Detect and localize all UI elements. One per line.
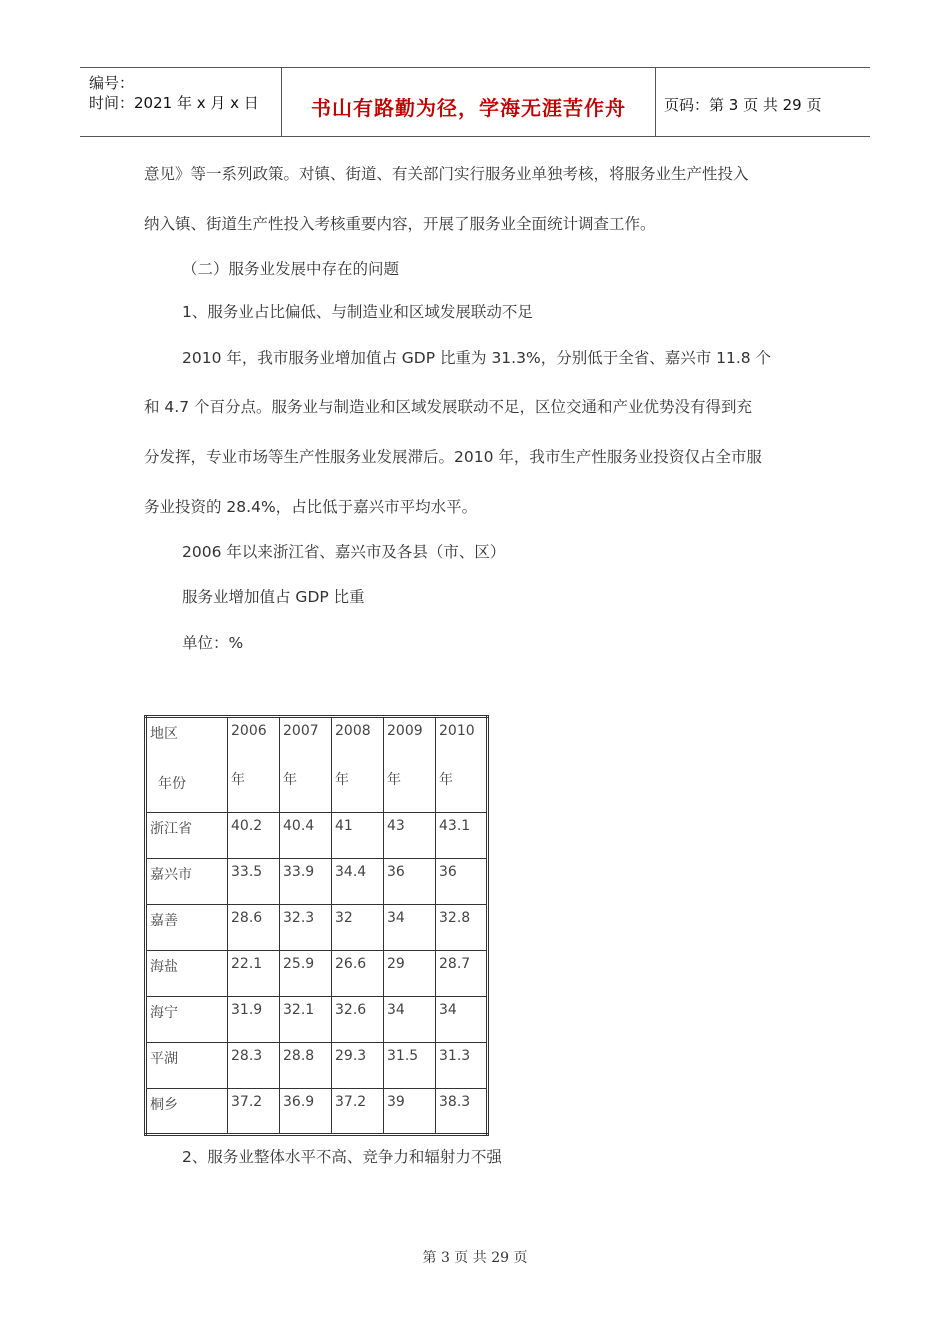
table-corner-cell (146, 717, 228, 813)
paragraph-line: 2010 年，我市服务业增加值占 GDP 比重为 31.3%，分别低于全省、嘉兴市 11.8 个 (182, 349, 772, 367)
value-cell: 36 (384, 859, 436, 905)
value-cell: 36 (436, 859, 488, 905)
paragraph-line: 和 4.7 个百分点。服务业与制造业和区域发展联动不足，区位交通和产业优势没有得到充 (144, 398, 753, 416)
region-cell: 浙江省 (146, 813, 228, 859)
value-cell: 28.8 (280, 1043, 332, 1089)
table-row (146, 1089, 488, 1135)
year-label: 2007 (283, 723, 319, 739)
value-cell: 39 (384, 1089, 436, 1135)
value-cell: 41 (332, 813, 384, 859)
paragraph-line: 纳入镇、街道生产性投入考核重要内容，开展了服务业全面统计调查工作。 (144, 215, 656, 233)
corner-region-label: 地区 (150, 726, 178, 742)
page-footer: 第 3 页 共 29 页 (422, 1250, 528, 1266)
value-cell: 32.3 (280, 905, 332, 951)
value-cell: 31.3 (436, 1043, 488, 1089)
value-cell: 33.9 (280, 859, 332, 905)
header-page-info: 页码：第 3 页 共 29 页 (664, 96, 822, 114)
value-cell: 33.5 (228, 859, 280, 905)
table-row (146, 1043, 488, 1089)
region-cell: 桐乡 (146, 1089, 228, 1135)
document-date: 时间：2021 年 x 月 x 日 (89, 94, 259, 112)
year-suffix: 年 (439, 772, 453, 788)
item-heading: 2、服务业整体水平不高、竞争力和辐射力不强 (182, 1148, 502, 1166)
value-cell: 40.4 (280, 813, 332, 859)
table-caption: 服务业增加值占 GDP 比重 (182, 588, 365, 606)
value-cell: 31.9 (228, 997, 280, 1043)
value-cell: 28.7 (436, 951, 488, 997)
table-header-cell (436, 717, 488, 813)
year-label: 2010 (439, 723, 475, 739)
value-cell: 34.4 (332, 859, 384, 905)
header-divider (655, 68, 656, 136)
value-cell: 31.5 (384, 1043, 436, 1089)
value-cell: 43.1 (436, 813, 488, 859)
data-table (144, 715, 489, 1136)
value-cell: 32.1 (280, 997, 332, 1043)
document-id-label: 编号： (89, 74, 135, 92)
value-cell: 28.6 (228, 905, 280, 951)
region-cell: 嘉兴市 (146, 859, 228, 905)
table-header-row (146, 717, 488, 813)
value-cell: 29.3 (332, 1043, 384, 1089)
header-meta (89, 73, 259, 113)
value-cell: 43 (384, 813, 436, 859)
value-cell: 29 (384, 951, 436, 997)
value-cell: 32.6 (332, 997, 384, 1043)
page-header (80, 67, 870, 137)
year-suffix: 年 (335, 772, 349, 788)
paragraph-line: 务业投资的 28.4%，占比低于嘉兴市平均水平。 (144, 498, 478, 516)
year-label: 2009 (387, 723, 423, 739)
table-header-cell (332, 717, 384, 813)
region-cell: 平湖 (146, 1043, 228, 1089)
value-cell: 40.2 (228, 813, 280, 859)
value-cell: 32 (332, 905, 384, 951)
year-suffix: 年 (283, 772, 297, 788)
year-label: 2006 (231, 723, 267, 739)
paragraph-line: 分发挥，专业市场等生产性服务业发展滞后。2010 年，我市生产性服务业投资仅占全市服 (144, 448, 762, 466)
table-header-cell (280, 717, 332, 813)
value-cell: 37.2 (228, 1089, 280, 1135)
year-suffix: 年 (387, 772, 401, 788)
value-cell: 25.9 (280, 951, 332, 997)
value-cell: 26.6 (332, 951, 384, 997)
header-motto: 书山有路勤为径，学海无涯苦作舟 (311, 96, 626, 120)
table-row (146, 951, 488, 997)
value-cell: 34 (436, 997, 488, 1043)
table-row (146, 859, 488, 905)
region-cell: 嘉善 (146, 905, 228, 951)
table-header-cell (384, 717, 436, 813)
section-heading: （二）服务业发展中存在的问题 (182, 260, 400, 278)
year-label: 2008 (335, 723, 371, 739)
item-heading: 1、服务业占比偏低、与制造业和区域发展联动不足 (182, 303, 533, 321)
value-cell: 38.3 (436, 1089, 488, 1135)
table-caption: 2006 年以来浙江省、嘉兴市及各县（市、区） (182, 543, 506, 561)
table-row (146, 997, 488, 1043)
table-row (146, 813, 488, 859)
paragraph-line: 意见》等一系列政策。对镇、街道、有关部门实行服务业单独考核，将服务业生产性投入 (144, 165, 749, 183)
table-header-cell (228, 717, 280, 813)
value-cell: 28.3 (228, 1043, 280, 1089)
region-cell: 海盐 (146, 951, 228, 997)
table-row (146, 905, 488, 951)
region-cell: 海宁 (146, 997, 228, 1043)
value-cell: 37.2 (332, 1089, 384, 1135)
corner-year-label: 年份 (158, 776, 186, 792)
value-cell: 34 (384, 997, 436, 1043)
value-cell: 34 (384, 905, 436, 951)
value-cell: 32.8 (436, 905, 488, 951)
value-cell: 36.9 (280, 1089, 332, 1135)
year-suffix: 年 (231, 772, 245, 788)
table-unit: 单位：% (182, 634, 244, 652)
value-cell: 22.1 (228, 951, 280, 997)
